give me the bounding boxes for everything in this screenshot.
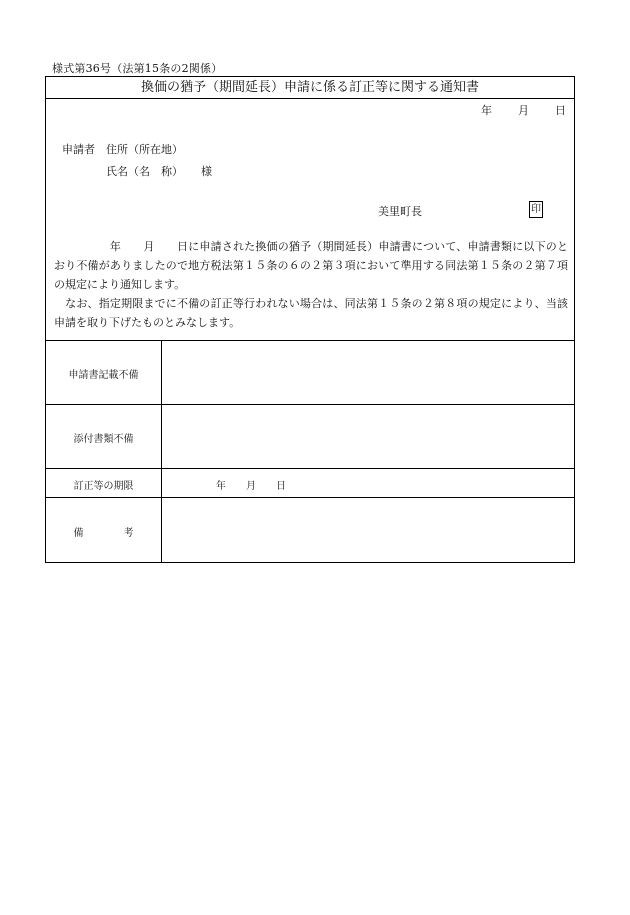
correction-deadline-value: 年 月 日 bbox=[216, 481, 286, 492]
table-row-divider bbox=[46, 497, 574, 498]
date-month: 月 bbox=[518, 104, 529, 117]
row-label-correction-deadline: 訂正等の期限 bbox=[73, 481, 134, 492]
notice-form bbox=[45, 76, 575, 563]
table-top-border bbox=[46, 340, 574, 341]
body-paragraph-1: 年 月 日に申請された換価の猶予（期間延長）申請書について、申請書類に以下のとおり不備がありましたので地方税法第１５条の６の２第３項において準用する同法第１５条の２第７項の規定により通知します。 bbox=[54, 240, 568, 291]
body-paragraph-2: なお、指定期限までに不備の訂正等行われない場合は、同法第１５条の２第８項の規定により、当該申請を取り下げたものとみなします。 bbox=[54, 297, 568, 329]
table-row-divider bbox=[46, 404, 574, 405]
honorific: 様 bbox=[201, 165, 212, 178]
row-label-application-defects: 申請書記載不備 bbox=[68, 370, 139, 381]
date-year: 年 bbox=[481, 104, 492, 117]
row-label-attachment-defects: 添付書類不備 bbox=[73, 434, 134, 445]
applicant-label: 申請者 bbox=[62, 143, 95, 156]
form-number: 様式第36号（法第15条の2関係） bbox=[52, 62, 223, 75]
name-label: 氏名（名 称） bbox=[106, 165, 183, 178]
table-column-divider bbox=[161, 341, 162, 562]
table-row-divider bbox=[46, 468, 574, 469]
row-label-remarks: 備 考 bbox=[73, 528, 134, 539]
issue-date bbox=[481, 102, 566, 118]
issuer-name: 美里町長 bbox=[378, 205, 422, 218]
form-title: 換価の猶予（期間延長）申請に係る訂正等に関する通知書 bbox=[46, 77, 574, 99]
seal-mark: 印 bbox=[529, 201, 543, 218]
address-label: 住所（所在地） bbox=[106, 143, 183, 156]
date-day: 日 bbox=[555, 104, 566, 117]
notice-body bbox=[54, 237, 568, 332]
